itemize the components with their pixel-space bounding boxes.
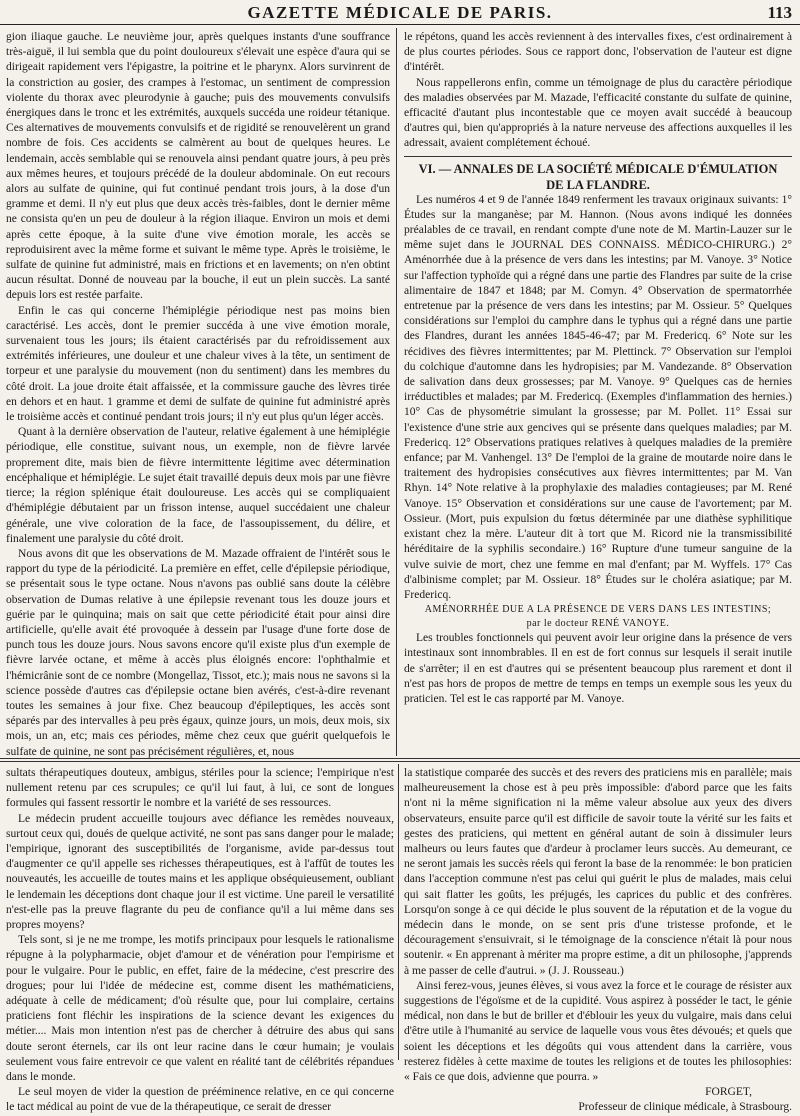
page-number: 113 <box>767 3 792 22</box>
bottom-left-column <box>6 766 394 1114</box>
paragraph: Enfin le cas qui concerne l'hémiplégie périodique nest pas moins bien caractérisé. Les accès, dont le premier succéda à une vive émotion morale, survenaient tous les jours; ils étaient caractérisés par du refroidissement aux extrémités inférieures, une douleur et une chaleur vives à la tête, un sentiment de torpeur et une paralysie du mouvement (non du sentiment) dans les membres du côté droit. La joue droite était affaissée, et la commissure gauche des lèvres tirée en dehors et en haut. 1 gramme et demi de sulfate de quinine fut administré après le troisième accès et continué pendant trois jours; il n'y eut plus qu'un léger accès. <box>6 304 390 424</box>
article-heading <box>404 603 792 631</box>
paragraph: Nous rappellerons enfin, comme un témoignage de plus du caractère périodique des maladies observées par M. Mazade, l'efficacité constante du sulfate de quinine, efficacité d'autant plus incontestable que ce moyen avait succédé à beaucoup d'autres qui, bien qu'appropriés à la nature nerveuse des affections auxquelles il les adressait, avaient complétement échoué. <box>404 76 792 150</box>
horizontal-divider <box>0 758 800 762</box>
paragraph: Tels sont, si je ne me trompe, les motifs principaux pour lesquels le rationalisme répugne à la polypharmacie, objet d'amour et de vénération pour l'empirisme et pour le vulgaire. Pour le public, en effet, faire de la médecine, c'est prescrire des drogues; pour lui l'idée de médecine est, comme disent les mathématiciens, adéquate à celle de médicament; d'où résulte que, pour lui complaire, certains praticiens font fléchir les inspirations de la science devant les exigences du métier.... Mais mon intention n'est pas de chercher à détruire des abus qui sans doute seront éternels, car ils ont leur racine dans le cœur humain; je voulais seulement vous faire entrevoir ce que valent en réalité tant de célébrités répandues dans le monde. <box>6 934 394 1084</box>
section-divider <box>404 156 792 157</box>
paragraph: gion iliaque gauche. Le neuvième jour, après quelques instants d'une souffrance très-aiguë, il lui sembla que du point douloureux s'élevait une espèce d'aura qui se dirigeait rapidement vers l'épigastre, la poitrine et le pharynx. Alors survinrent de la constriction au gosier, des crampes à l'estomac, un sentiment de compression violente du thorax avec pleurodynie à gauche; puis des mouvements convulsifs énergiques dans le tronc et les extrémités, auxquels succéda une roideur tétanique. Ces alternatives de mouvements convulsifs et de rigidité se renouvelèrent un grand nombre de fois. Ces accidents se calmèrent au bout de quelques heures. Le lendemain, accès semblable qui se renouvela ainsi pendant quatre jours, à peu près aux mêmes heures, et toujours précédé de la douleur abdominale. On eut recours alors au sulfate de quinine, qui fut continué pendant trois jours, à la dose d'un gramme et demi. Il n'y eut plus que deux accès très-faibles, dont le dernier même ne consista qu'en un peu de douleur à la région iliaque. Environ un mois et demi après cette époque, à la suite d'une vive émotion morale, les accès se reproduisirent avec la même forme et suivant le même type. Après le troisième, le sulfate de quinine fut administré, mais en frictions et en lavements; on n'en obtint aucun résultat. Donné de nouveau par la bouche, il eut un plein succès. La santé depuis lors est restée parfaite. <box>6 31 390 302</box>
paragraph: sultats thérapeutiques douteux, ambigus, stériles pour la science; l'empirique n'est nullement retenu par ces scrupules; ce qu'il lui faut, à lui, ce sont de longues formules qui fassent ressortir le nombre et la variété de ses ressources. <box>6 767 394 810</box>
signature-title: Professeur de clinique médicale, à Strasbourg. <box>578 1101 792 1114</box>
article-author: par le docteur RENÉ VANOYE. <box>526 618 670 630</box>
paragraph: Nous avons dit que les observations de M. Mazade offraient de l'intérêt sous le rapport du type de la périodicité. La première en effet, celle d'épilepsie périodique, se présentait sous le type octane. Nous n'avons pas oublié sans doute la célèbre observation de Dumas relative à une épilepsie revenant tous les douze jours et guérie par le quinquina; mais on sait que cette périodicité était pour ainsi dire artificielle, qu'elle avait été provoquée à dessein par l'usage d'une forte dose de punch tous les douze jours. Nous savons encore qu'il existe plus d'un exemple de fièvre larvée octane, et même à accès plus éloignés encore: l'ophthalmie et l'hémicrânie sont de ce nombre (Mongellaz, Tissot, etc.); mais nous ne savons si la science possède d'autres cas d'épilepsie octane bien avérés, c'est-à-dire revenant toutes les semaines à jour fixe. Chez beaucoup d'épileptiques, les accès sont séparés par des intervalles à peu près égaux, quinze jours, un mois, deux mois, six mois, un an, etc; mais ces périodes, même chez ceux que guérit quelquefois le sulfate de quinine, ne sont pas précisément régulières, et, nous <box>6 547 390 758</box>
section-title-line-1: VI. — ANNALES DE LA SOCIÉTÉ MÉDICALE D'ÉMULATION <box>418 161 778 176</box>
top-right-column <box>404 30 792 754</box>
paragraph: Quant à la dernière observation de l'auteur, relative également à une hémiplégie périodique, elle constitue, suivant nous, un exemple, non de fièvre larvée proprement dite, mais bien de fièvre intermittente légitime avec détermination encéphalique et hémiplégie. Le sujet était travaillé depuis deux mois par une fièvre tierce; la région splénique était douloureuse. Les accès qui se compliquaient d'hémiplégie débutaient par un frisson intense, auquel succédaient une chaleur générale, une vive coloration de la face, de l'assoupissement, du délire, et finalement une paralysie du côté droit. <box>6 426 390 545</box>
paragraph: la statistique comparée des succès et des revers des praticiens mis en parallèle; mais malheureusement la chose est à peu près impossible: d'abord parce que les faits n'ont ni la même signification ni la même valeur absolue aux yeux des divers observateurs, ensuite parce qu'il est difficile de savoir toute la vérité sur les faits et gestes des praticiens, qui mettent en général autant de soin à dissimuler leurs malheurs ou leurs fautes que d'ardeur à proclamer leurs succès. Au demeurant, ce ne seront jamais les succès réels qui feront la base de la renommée: le bon praticien dans l'acception commune n'est pas celui qui guérit le plus de malades, mais celui qui sait flatter les goûts, les préjugés, les caprices du public et des confrères. Lorsqu'on songe à ce qui décide le plus souvent de la réputation et de la vogue du médecin dans le monde, on se sent pris d'une tristesse profonde, et le découragement s'ensuivrait, si le témoignage de la conscience n'était là pour nous soutenir. « En apprenant à mériter ma propre estime, a dit un philosophe, j'apprends à me passer de celle d'autrui. » (J. J. Rousseau.) <box>404 767 792 977</box>
signature-name: FORGET, <box>705 1086 752 1099</box>
paragraph: Le médecin prudent accueille toujours avec défiance les remèdes nouveaux, surtout ceux qui, doués de quelque activité, ne sont pas sans danger pour le malade; l'empirique, ignorant des susceptibilités de l'organisme, avide par-dessus tout d'augmenter ce qu'il appelle ses richesses thérapeutiques, est à l'affût de toutes les nouveautés, les accueille de toutes mains et les applique obséquieusement, oubliant le lendemain les déceptions dont chaque jour il est victime. Une pareil le versatilité n'est-elle pas la preuve flagrante du peu de confiance qu'il a lui même dans ses propres moyens? <box>6 812 394 932</box>
column-divider <box>398 764 399 1060</box>
article-title: AMÉNORRHÉE DUE A LA PRÉSENCE DE VERS DANS LES INTESTINS; <box>424 604 772 616</box>
page-header <box>0 0 800 25</box>
journal-title: GAZETTE MÉDICALE DE PARIS. <box>247 3 553 22</box>
top-left-column <box>6 30 390 758</box>
section-title <box>404 161 792 193</box>
paragraph: Les troubles fonctionnels qui peuvent avoir leur origine dans la présence de vers intestinaux sont innombrables. Il en est de fort connus sur lesquels il serait inutile de s'arrêter; il en est d'autres qui se présentent beaucoup plus rarement et dont il n'est pas hors de propos de mettre de temps en temps un exemple sous les yeux du praticien. Tel est le cas rapporté par M. Vanoye. <box>404 632 792 705</box>
bottom-right-column <box>404 766 792 1114</box>
section-title-line-2: DE LA FLANDRE. <box>546 177 650 192</box>
paragraph: Les numéros 4 et 9 de l'année 1849 renferment les travaux originaux suivants: 1° Études sur la manganèse; par M. Hannon. (Nous avons indiqué les données préalables de ce travail, en rendant compte d'une note de M. Martin-Lauzer sur le même sujet dans le JOURNAL DES CONNAISS. MÉDICO-CHIRURG.) 2° Aménorrhée due à la présence de vers dans les intestins; par M. Vanoye. 3° Notice sur l'affection typhoïde qui a régné dans une partie des Flandres par suite de la crise alimentaire de 1847 et 1848; par M. Comyn. 4° Observation de spermatorrhée entretenue par la présence de vers dans les intestins; par M. Ossieur. 5° Quelques considérations sur l'emploi du camphre dans le typhus qui a régné dans une partie des Flandres, durant les années 1845-46-47; par M. Fredericq. 6° Note sur les récidives des fièvres intermittentes; par M. Plettinck. 7° Observation sur l'emploi du colchique d'automne dans les hydropisies; par M. Vandezande. 8° Observation de salivation dans deux grossesses; par M. Vanoye. 9° Quelques cas de hernies irréductibles et malades; par M. Fredericq. (Exemples d'inflammation des hernies.) 10° Cas de physométrie simulant la grossesse; par M. Pollet. 11° Essai sur l'existence d'une strie aux gencives qui se présente dans quelques maladies; par M. Fredericq. 12° Observations pratiques relatives à quelques maladies de la première enfance; par M. Vanhengel. 13° De l'emploi de la graine de moutarde noire dans le traitement des hydropisies consécutives aux fièvres intermittentes; par M. Van Rhyn. 14° Note relative à la prophylaxie des maladies contagieuses; par M. René Vanoye. 15° Observation et considérations sur une cause de l'avortement; par M. Ossieur. (Mort, puis expulsion du fœtus déterminée par une diathèse syphilitique existant chez la mère. L'auteur dit à tort que M. Ricord nie la transmissibilité héréditaire de la syphilis secondaire.) 16° Rupture d'une tumeur sanguine de la vulve suivie de mort, chez une femme en mal d'enfant; par M. Wyffels. 17° Cas d'albinisme complet; par M. Ossieur. 18° Études sur le choléra asiatique; par M. Fredericq. <box>404 193 792 601</box>
paragraph: Ainsi ferez-vous, jeunes élèves, si vous avez la force et le courage de résister aux suggestions de l'égoïsme et de la cupidité. Vous aspirez à posséder le tact, le génie médical, non dans le but de briller et d'éblouir les yeux du vulgaire, mais dans celui d'être utile à l'humanité au service de laquelle vous vous êtes dévoués; et quels que soient les déceptions et les dégoûts qui vous attendent dans la carrière, vous resterez fidèles à cette maxime de toutes les religions et de toutes les philosophies: « Fais ce que dois, advienne que pourra. » <box>404 979 792 1084</box>
paragraph: Le seul moyen de vider la question de prééminence relative, en ce qui concerne le tact médical au point de vue de la thérapeutique, ce serait de dresser <box>6 1086 394 1114</box>
column-divider <box>396 28 397 756</box>
paragraph: le répétons, quand les accès reviennent à des intervalles fixes, c'est ordinairement à de plus courtes périodes. Sous ce rapport donc, l'observation de l'auteur est digne d'intérêt. <box>404 31 792 74</box>
